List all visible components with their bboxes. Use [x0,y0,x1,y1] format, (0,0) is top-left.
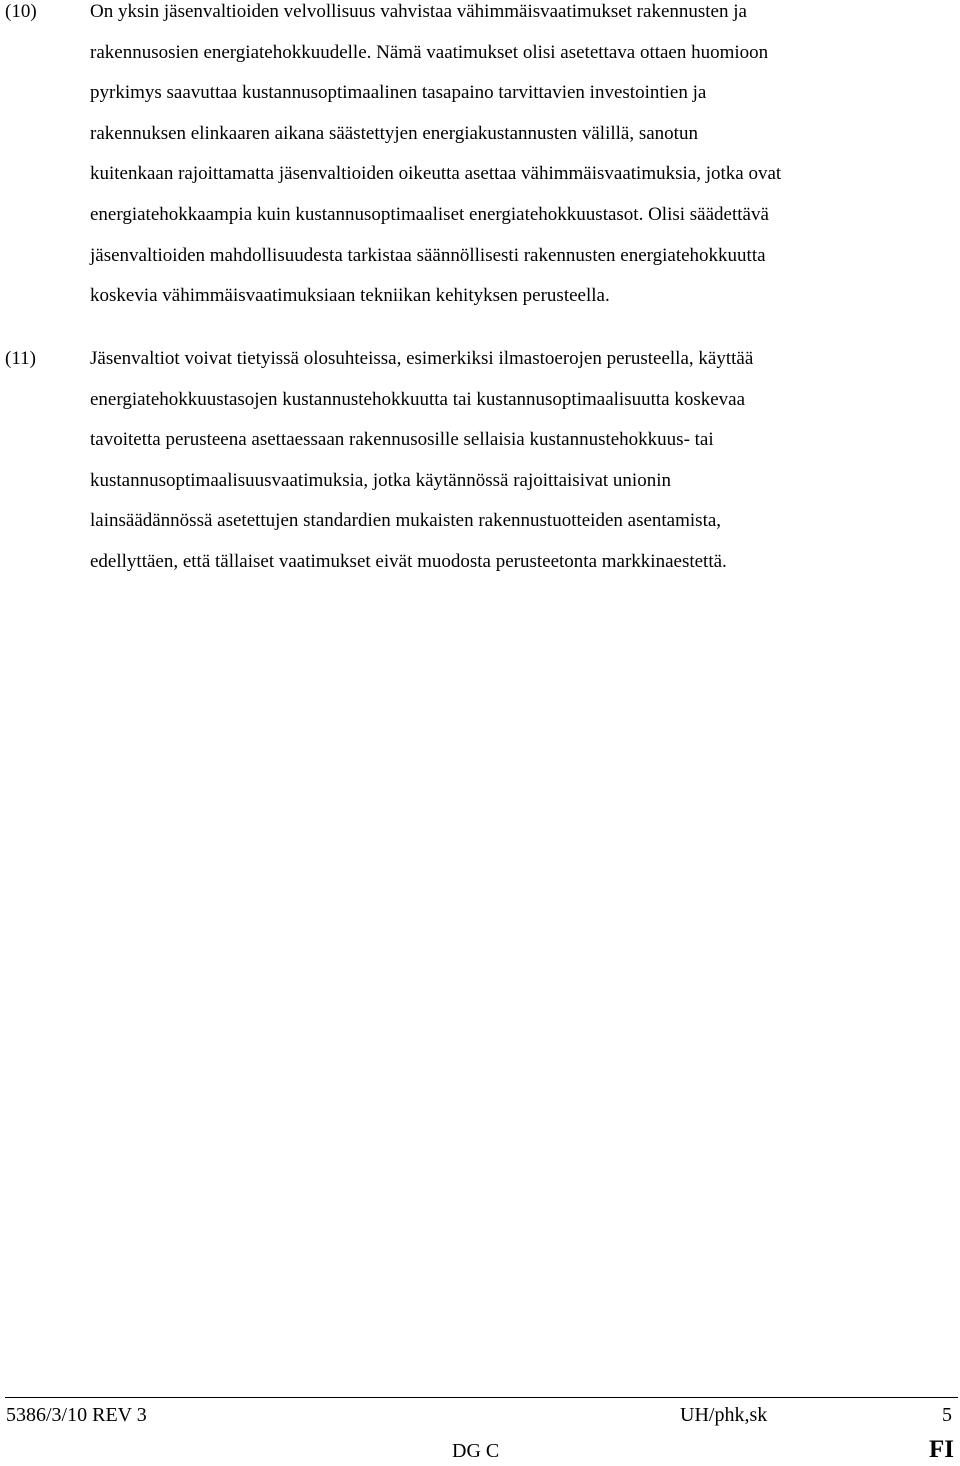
text-line: kustannusoptimaalisuusvaatimuksia, jotka käytännössä rajoittaisivat unionin [90,469,671,491]
text-line: tavoitetta perusteena asettaessaan rakennusosille sellaisia kustannustehokkuus- tai [90,429,714,451]
text-line: On yksin jäsenvaltioiden velvollisuus vahvistaa vähimmäisvaatimukset rakennusten ja [90,1,747,22]
paragraph-number: (10) [5,1,37,22]
footer-doc-ref: 5386/3/10 REV 3 [6,1404,147,1426]
text-line: kuitenkaan rajoittamatta jäsenvaltioiden oikeutta asettaa vähimmäisvaatimuksia, jotka ovat [90,163,782,185]
text-line: jäsenvaltioiden mahdollisuudesta tarkistaa säännöllisesti rakennusten energiatehokkuutta [90,244,766,266]
text-line: rakennusosien energiatehokkuudelle. Nämä vaatimukset olisi asetettava ottaen huomioon [90,41,769,63]
text-line: rakennuksen elinkaaren aikana säästettyjen energiakustannusten välillä, sanotun [90,122,698,144]
text-line: energiatehokkaampia kuin kustannusoptimaaliset energiatehokkuustasot. Olisi säädettävä [90,203,769,225]
text-line: energiatehokkuustasojen kustannustehokkuutta tai kustannusoptimaalisuutta koskevaa [90,388,746,410]
text-line: pyrkimys saavuttaa kustannusoptimaalinen tasapaino tarvittavien investointien ja [90,82,707,104]
footer-language-code: FI [929,1436,954,1463]
footer-initials: UH/phk,sk [680,1404,768,1426]
paragraph-number: (11) [5,348,36,369]
footer-dg: DG C [452,1440,500,1462]
text-line: edellyttäen, että tällaiset vaatimukset eivät muodosta perusteetonta markkinaestettä. [90,550,727,572]
text-line: lainsäädännössä asetettujen standardien mukaisten rakennustuotteiden asentamista, [90,510,722,532]
footer-divider [5,1397,958,1398]
paragraph-text [90,0,954,317]
text-line: koskevia vähimmäisvaatimuksiaan tekniikan kehityksen perusteella. [90,285,610,307]
paragraph-text [90,339,954,583]
text-line: Jäsenvaltiot voivat tietyissä olosuhteissa, esimerkiksi ilmastoerojen perusteella, käyttää [90,348,754,369]
footer-page-number: 5 [942,1404,952,1426]
